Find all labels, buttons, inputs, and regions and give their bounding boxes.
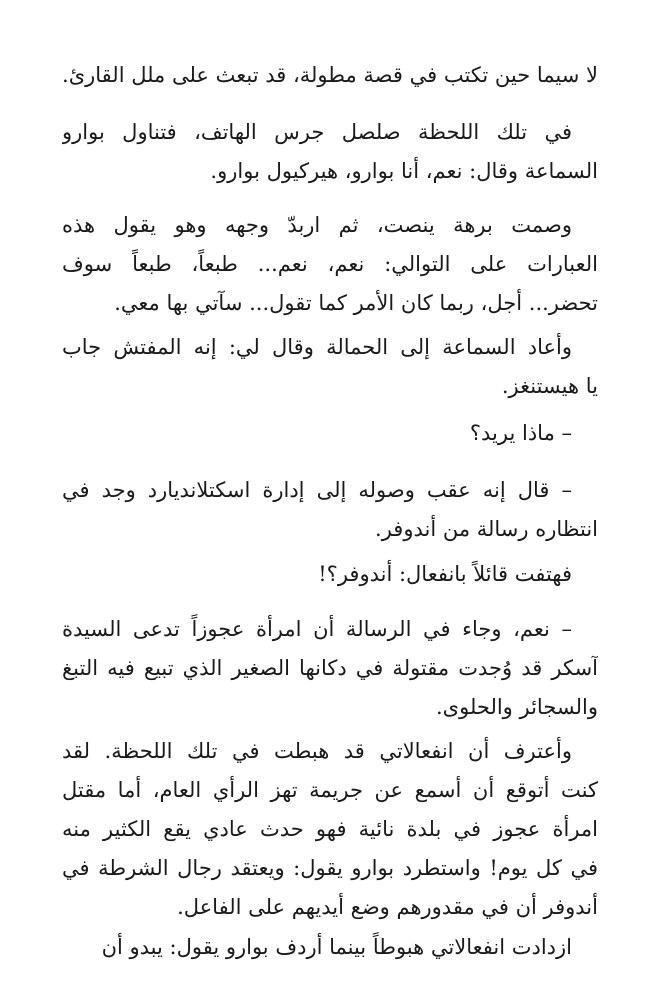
text-line: وأعترف أن انفعالاتي قد هبطت في تلك اللحظة. لقد xyxy=(62,739,572,763)
paragraph-7 xyxy=(62,555,598,594)
text-line: لا سيما حين تكتب في قصة مطولة، قد تبعث على ملل القارئ. xyxy=(62,63,598,87)
text-line: انتظاره رسالة من أندوفر. xyxy=(375,517,598,541)
text-line: أندوفر أن في مقدورهم وضع أيديهم على الفاعل. xyxy=(177,895,598,919)
text-line: يا هيستنغز. xyxy=(501,374,598,398)
text-line: في تلك اللحظة صلصل جرس الهاتف، فتناول بوارو xyxy=(62,120,572,144)
paragraph-6 xyxy=(62,471,598,549)
paragraph-1 xyxy=(62,56,598,95)
paragraph-10 xyxy=(62,928,598,967)
paragraph-5 xyxy=(62,414,598,453)
paragraph-4 xyxy=(62,328,598,406)
text-line: – نعم، وجاء في الرسالة أن امرأة عجوزاً تدعى السيدة xyxy=(62,617,572,641)
text-line: السماعة وقال: نعم، أنا بوارو، هيركيول بوارو. xyxy=(210,159,598,183)
text-line: آسكر قد وُجدت مقتولة في دكانها الصغير الذي تبيع فيه التبغ xyxy=(62,656,598,680)
text-line: – قال إنه عقب وصوله إلى إدارة اسكتلانديارد وجد في xyxy=(62,478,572,502)
text-line: والسجائر والحلوى. xyxy=(435,695,598,719)
text-line: كنت أتوقع أن أسمع عن جريمة تهز الرأي العام، أما مقتل xyxy=(62,778,598,802)
text-line: العبارات على التوالي: نعم، نعم... طبعاً، طبعاً سوف xyxy=(62,252,598,276)
text-line: ازدادت انفعالاتي هبوطاً بينما أردف بوارو يقول: يبدو أن xyxy=(101,935,572,959)
text-line: وصمت برهة ينصت، ثم اربدّ وجهه وهو يقول هذه xyxy=(62,213,572,237)
paragraph-3 xyxy=(62,206,598,323)
text-line: وأعاد السماعة إلى الحمالة وقال لي: إنه المفتش جاب xyxy=(62,335,572,359)
text-line: تحضر... أجل، ربما كان الأمر كما تقول... سآتي بها معي. xyxy=(114,291,598,315)
paragraph-8 xyxy=(62,610,598,727)
text-line: امرأة عجوز في بلدة نائية فهو حدث عادي يقع الكثير منه xyxy=(62,817,598,841)
paragraph-9 xyxy=(62,732,598,927)
paragraph-2 xyxy=(62,113,598,191)
text-line: في كل يوم! واستطرد بوارو يقول: ويعتقد رجال الشرطة في xyxy=(62,856,598,880)
text-line: فهتفت قائلاً بانفعال: أندوفر؟! xyxy=(318,562,572,586)
text-line: – ماذا يريد؟ xyxy=(469,421,572,445)
